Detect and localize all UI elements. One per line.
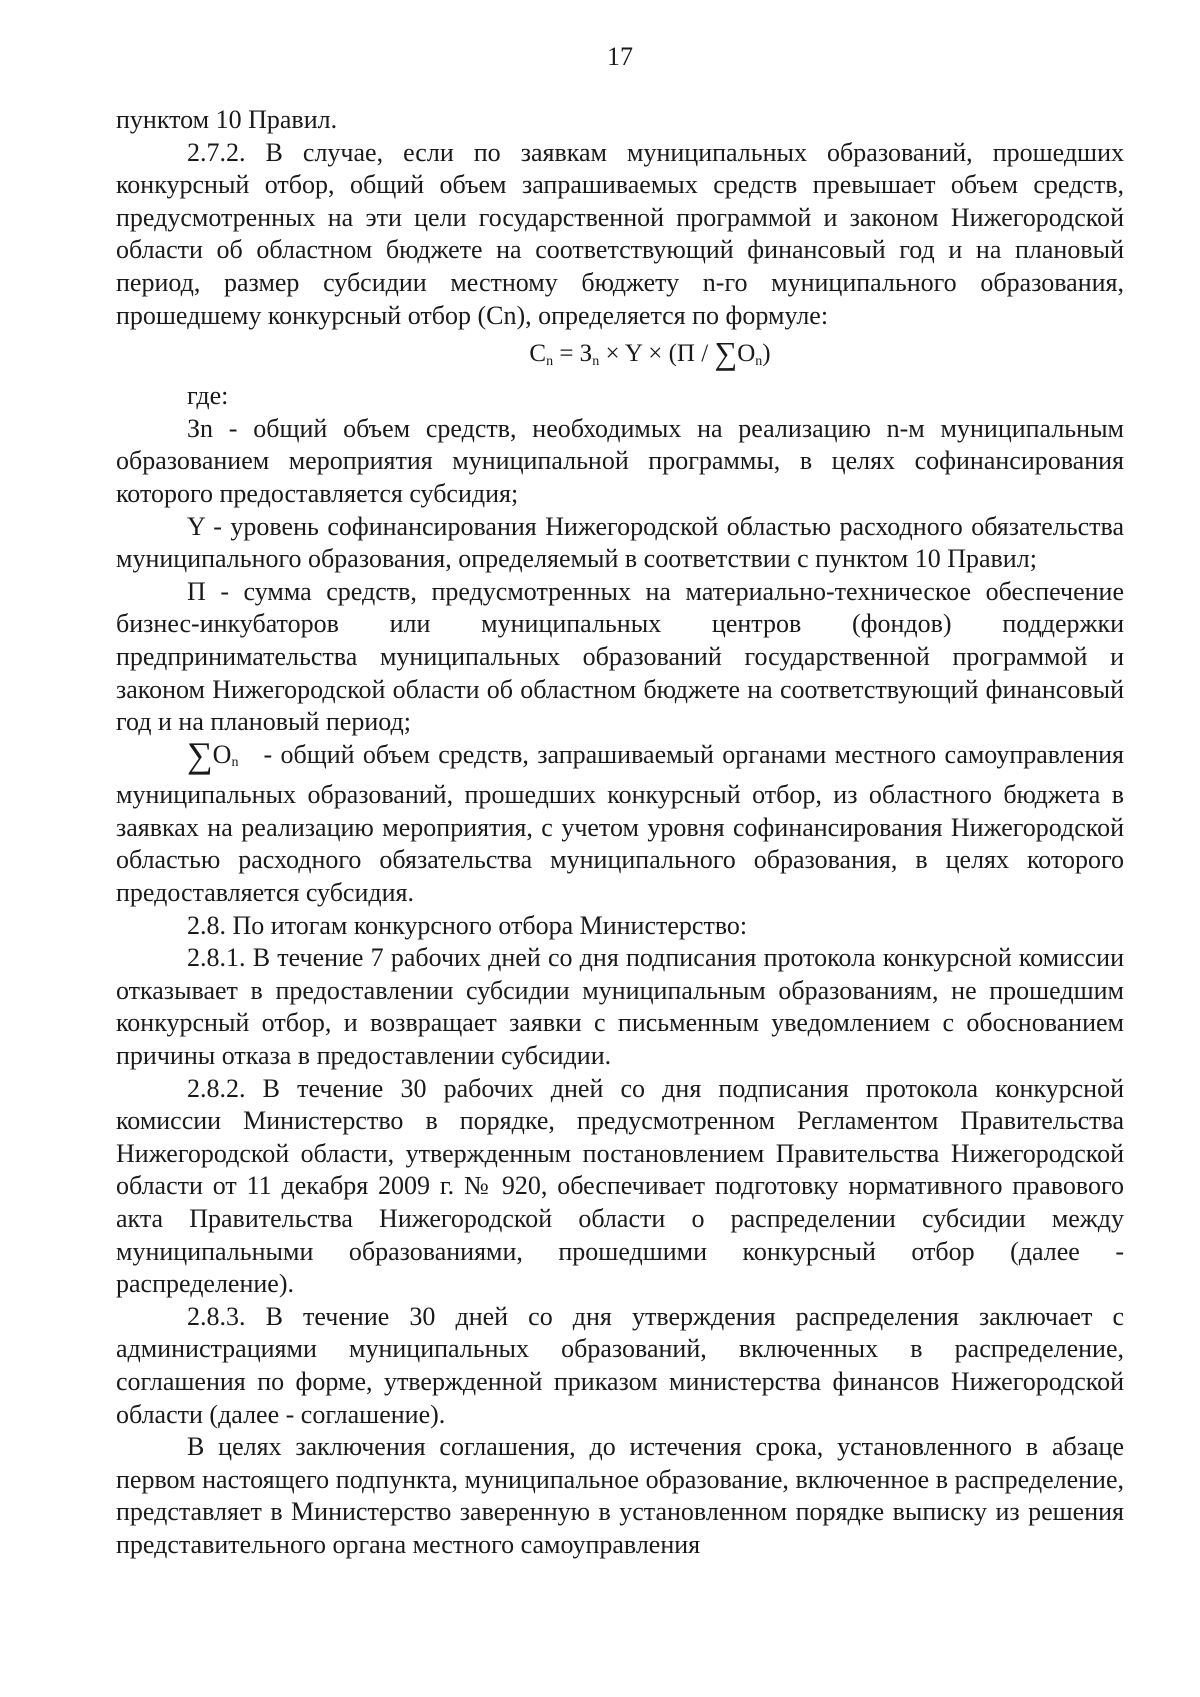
definition-zn: Зn - общий объем средств, необходимых на реализацию n-м муниципальным образованием мероприятия муниципальной программы, в целях софинансирования которого предоставляется субсидия; bbox=[116, 413, 1124, 508]
definition-p: П - сумма средств, предусмотренных на материально-техническое обеспечение бизнес-инкубаторов или муниципальных центров (фондов) поддержки предпринимательства муниципальных образований государственной программой и законом Нижегородской области об областном бюджете на соответствующий финансовый год и на плановый период; bbox=[116, 576, 1124, 737]
paragraph-continuation: пунктом 10 Правил. bbox=[116, 105, 338, 134]
formula-sub-n: n bbox=[592, 354, 600, 370]
where-label: где: bbox=[187, 381, 229, 411]
subsidy-formula bbox=[116, 334, 1124, 374]
definition-sum-on bbox=[116, 734, 1125, 910]
sum-sub-n: n bbox=[231, 754, 239, 770]
sum-symbol: ∑ bbox=[714, 335, 738, 372]
paragraph-agreement: В целях заключения соглашения, до истечения срока, установленного в абзаце первом настоящего подпункта, муниципальное образование, включенное в распределение, представляет в Министерство заверенную в установленном порядке выписку из решения представительного органа местного самоуправления bbox=[116, 1432, 1124, 1559]
definition-sum-on-text: - общий объем средств, запрашиваемый органами местного самоуправления муниципальных образований, прошедших конкурсный отбор, из областного бюджета в заявках на реализацию мероприятия, с учетом уровня софинансирования Нижегородской областью расходного обязательства муниципального образования, в целях которого предоставляется субсидия. bbox=[116, 739, 1125, 908]
sum-o: O bbox=[212, 739, 232, 769]
formula-eq: = З bbox=[553, 340, 593, 368]
paragraph-2-8-3: 2.8.3. В течение 30 дней со дня утверждения распределения заключает с администрациями муниципальных образований, включенных в распределение, соглашения по форме, утвержденной приказом министерства финансов Нижегородской области (далее - соглашение). bbox=[116, 1301, 1124, 1429]
formula-o: O bbox=[737, 340, 756, 368]
sum-symbol: ∑ bbox=[187, 734, 213, 775]
paragraph-2-8-2: 2.8.2. В течение 30 рабочих дней со дня подписания протокола конкурсной комиссии Министерство в порядке, предусмотренном Регламентом Правительства Нижегородской области, утвержденным постановлением Правительства Нижегородской области от 11 декабря 2009 г. № 920, обеспечивает подготовку нормативного правового акта Правительства Нижегородской области о распределении субсидии между муниципальными образованиями, прошедшими конкурсный отбор (далее - распределение). bbox=[116, 1073, 1124, 1299]
paragraph-2-7-2: 2.7.2. В случае, если по заявкам муниципальных образований, прошедших конкурсный отбор, общий объем запрашиваемых средств превышает объем средств, предусмотренных на эти цели государственной программой и законом Нижегородской области об областном бюджете на соответствующий финансовый год и на плановый период, размер субсидии местному бюджету n-го муниципального образования, прошедшему конкурсный отбор (Cn), определяется по формуле: bbox=[116, 137, 1124, 330]
paragraph-2-8-1: 2.8.1. В течение 7 рабочих дней со дня подписания протокола конкурсной комиссии отказывает в предоставлении субсидии муниципальным образованиям, не прошедшим конкурсный отбор, и возвращает заявки с письменным уведомлением с обоснованием причины отказа в предоставлении субсидии. bbox=[116, 943, 1124, 1071]
definition-y: Y - уровень софинансирования Нижегородской областью расходного обязательства муниципального образования, определяемый в соответствии с пунктом 10 Правил; bbox=[116, 511, 1124, 574]
formula-mid: × Y × (П / bbox=[599, 340, 715, 368]
document-body bbox=[116, 104, 1124, 1562]
paragraph-2-8: 2.8. По итогам конкурсного отбора Министерство: bbox=[187, 910, 748, 940]
formula-sub-n: n bbox=[546, 354, 554, 370]
formula-close: ) bbox=[762, 340, 771, 368]
page-number: 17 bbox=[607, 42, 633, 71]
formula-c: C bbox=[529, 340, 547, 368]
formula-sub-n: n bbox=[755, 354, 763, 370]
